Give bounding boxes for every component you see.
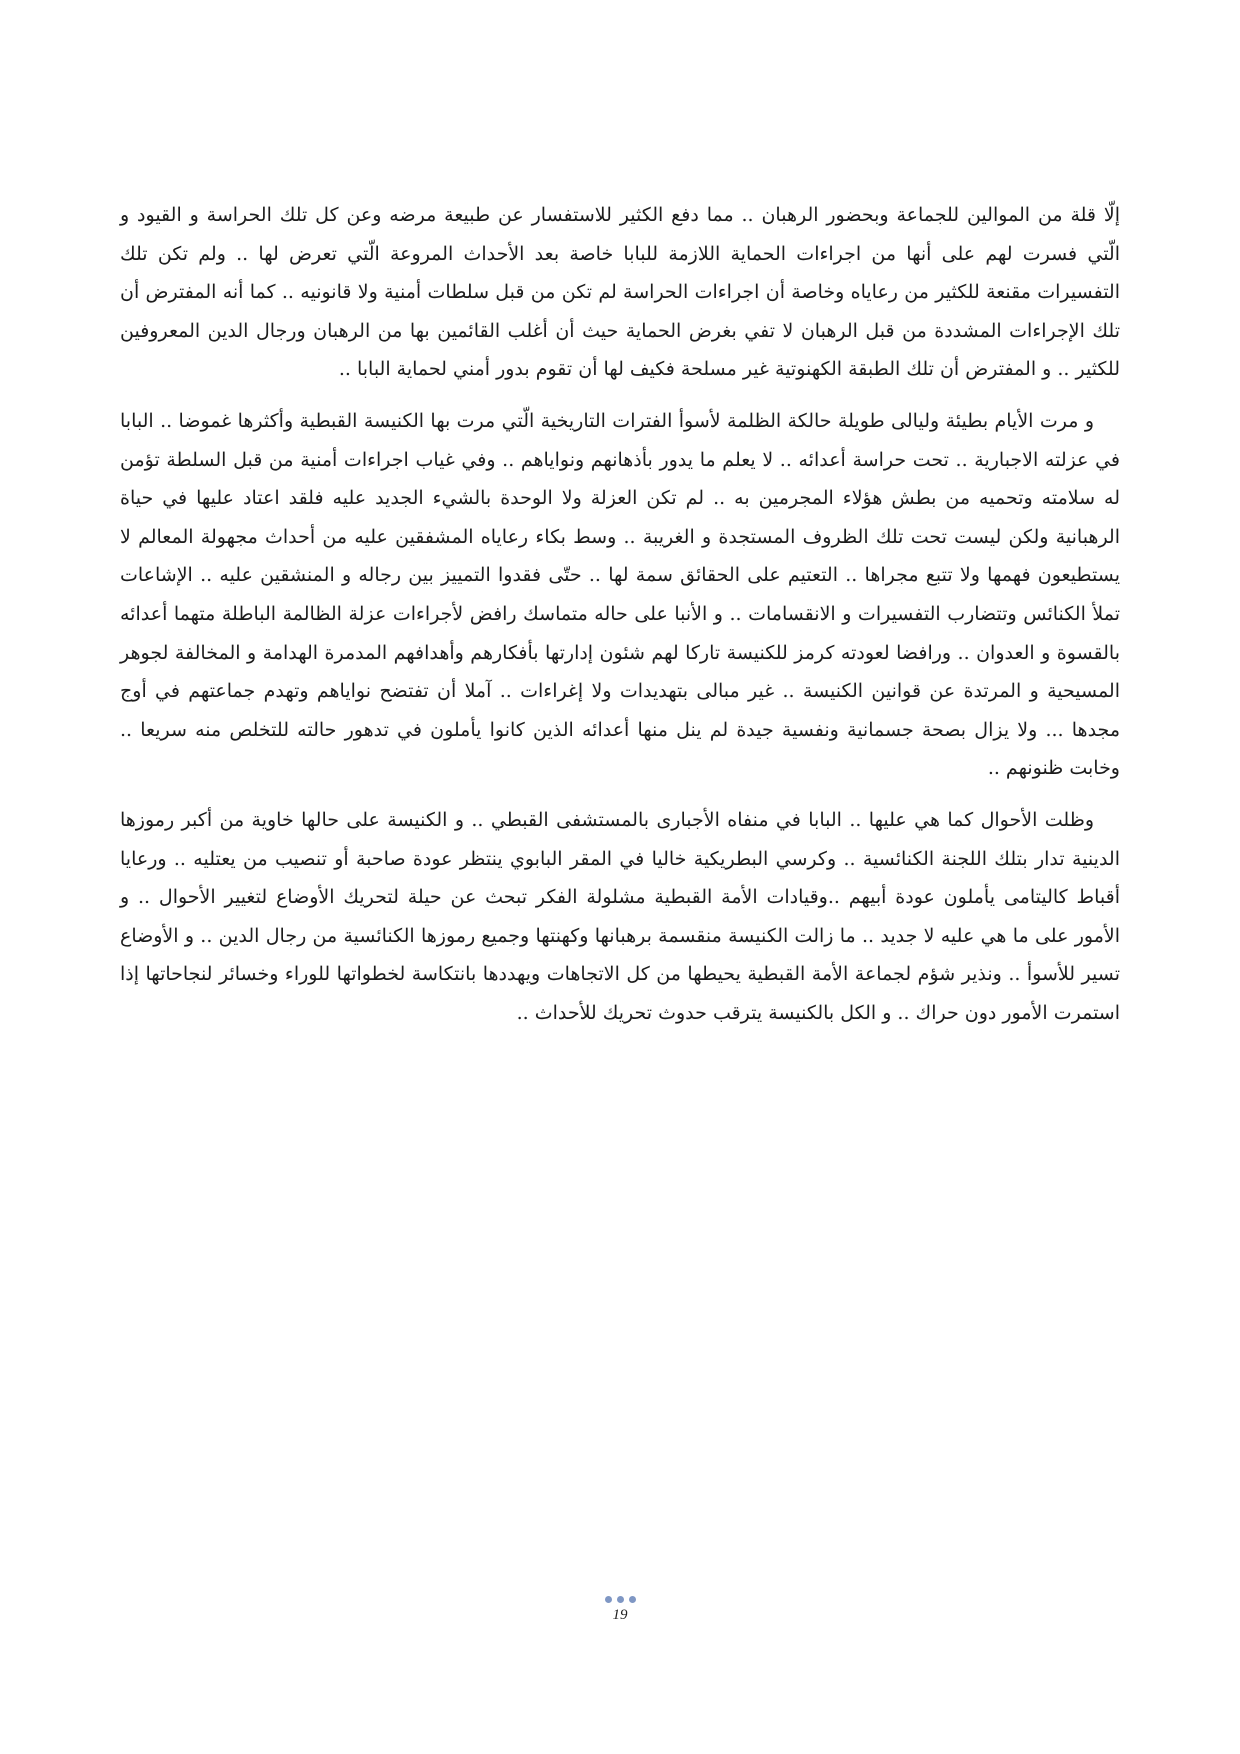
paragraph-1: إلّا قلة من الموالين للجماعة وبحضور الرهبان .. مما دفع الكثير للاستفسار عن طبيعة مرضه وعن كل تلك الحراسة و القيود و الّتي فسرت لهم على أنها من اجراءات الحماية اللازمة للبابا خاصة بعد الأحداث المروعة الّتي تعرض لها .. ولم تكن تلك التفسيرات مقنعة للكثير من رعاياه وخاصة أن اجراءات الحراسة لم تكن من قبل سلطات أمنية ولا قانونيه .. كما أنه المفترض أن تلك الإجراءات المشددة من قبل الرهبان لا تفي بغرض الحماية حيث أن أغلب القائمين بها من الرهبان ورجال الدين المعروفين للكثير .. و المفترض أن تلك الطبقة الكهنوتية غير مسلحة فكيف لها أن تقوم بدور أمني لحماية البابا .. — [120, 204, 1120, 381]
page-ornament-dots — [0, 1596, 1240, 1604]
page-footer — [0, 1596, 1240, 1624]
paragraph-2: و مرت الأيام بطيئة وليالى طويلة حالكة الظلمة لأسوأ الفترات التاريخية الّتي مرت بها الكنيسة القبطية وأكثرها غموضا .. البابا في عزلته الاجبارية .. تحت حراسة أعدائه .. لا يعلم ما يدور بأذهانهم ونواياهم .. وفي غياب اجراءات أمنية من قبل السلطة تؤمن له سلامته وتحميه من بطش هؤلاء المجرمين به .. لم تكن العزلة ولا الوحدة بالشيء الجديد عليه فلقد اعتاد عليها في حياة الرهبانية ولكن ليست تحت تلك الظروف المستجدة و الغريبة .. وسط بكاء رعاياه المشفقين عليه من أحداث مجهولة المعالم لا يستطيعون فهمها ولا تتبع مجراها .. التعتيم على الحقائق سمة لها .. حتّى فقدوا التمييز بين رجاله و المنشقين عليه .. الإشاعات تملأ الكنائس وتتضارب التفسيرات و الانقسامات .. و الأنبا على حاله متماسك رافض لأجراءات عزلة الظالمة الباطلة متهما أعدائه بالقسوة و العدوان .. ورافضا لعودته كرمز للكنيسة تاركا لهم شئون إدارتها بأفكارهم وأهدافهم المدمرة الهدامة و المخالفة لجوهر المسيحية و المرتدة عن قوانين الكنيسة .. غير مبالى بتهديدات ولا إغراءات .. آملا أن تفتضح نواياهم وتهدم جماعتهم في أوج مجدها ... ولا يزال بصحة جسمانية ونفسية جيدة لم ينل منها أعدائه الذين كانوا يأملون في تدهور حالته للتخلص منه سريعا .. وخابت ظنونهم .. — [120, 409, 1120, 780]
ornament-dot — [629, 1596, 636, 1603]
page-number: 19 — [612, 1607, 628, 1623]
ornament-dot — [605, 1596, 612, 1603]
page-body — [120, 196, 1120, 1045]
ornament-dot — [617, 1596, 624, 1603]
paragraph-3: وظلت الأحوال كما هي عليها .. البابا في منفاه الأجبارى بالمستشفى القبطي .. و الكنيسة على حالها خاوية من أكبر رموزها الدينية تدار بتلك اللجنة الكنائسية .. وكرسي البطريكية خاليا في المقر البابوي ينتظر عودة صاحبة أو تنصيب من يعتليه .. ورعايا أقباط كاليتامى يأملون عودة أبيهم ..وقيادات الأمة القبطية مشلولة الفكر تبحث عن حيلة لتحريك الأوضاع لتغيير الأحوال .. و الأمور على ما هي عليه لا جديد .. ما زالت الكنيسة منقسمة برهبانها وكهنتها وجميع رموزها الكنائسية من رجال الدين .. و الأوضاع تسير للأسوأ .. ونذير شؤم لجماعة الأمة القبطية يحيطها من كل الاتجاهات ويهددها بانتكاسة لخطواتها للوراء وخسائر لنجاحاتها إذا استمرت الأمور دون حراك .. و الكل بالكنيسة يترقب حدوث تحريك للأحداث .. — [120, 808, 1120, 1024]
